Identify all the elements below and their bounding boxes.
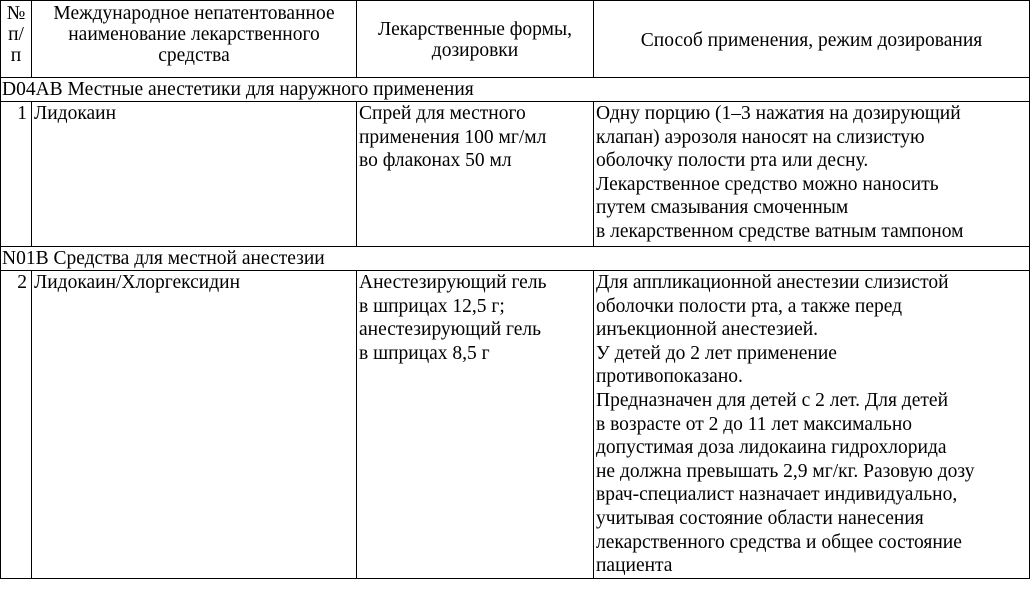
form-line: применения 100 мг/мл — [359, 126, 547, 148]
use-line: противопоказано. — [596, 366, 743, 388]
row-form — [357, 271, 594, 579]
row-num: 1 — [1, 102, 32, 247]
use-line: клапан) аэрозоля наносят на слизистую — [596, 126, 925, 148]
use-line: Для аппликационной анестезии слизистой — [596, 272, 949, 293]
use-line: Лекарственное средство можно наносить — [596, 173, 939, 195]
use-line: пациента — [596, 555, 673, 577]
header-name: Международное непатентованное наименование лекарственного средства — [32, 1, 357, 78]
row-name: Лидокаин/Хлоргексидин — [32, 271, 357, 579]
row-use — [594, 271, 1030, 579]
form-line: Спрей для местного — [359, 103, 526, 124]
header-form: Лекарственные формы, дозировки — [357, 1, 594, 78]
group-row-n01b — [1, 247, 1030, 271]
row-use — [594, 102, 1030, 247]
use-line: оболочки полости рта, а также перед — [596, 295, 903, 317]
use-line: допустимая доза лидокаина гидрохлорида — [596, 437, 947, 459]
form-line: Анестезирующий гель — [359, 272, 547, 293]
header-num: № п/п — [1, 1, 32, 78]
row-form — [357, 102, 594, 247]
use-line: лекарственного средства и общее состояние — [596, 531, 962, 553]
use-line: не должна превышать 2,9 мг/кг. Разовую дозу — [596, 460, 975, 482]
group-title: D04AB Местные анестетики для наружного применения — [1, 78, 1030, 102]
use-line: врач-специалист назначает индивидуально, — [596, 484, 958, 506]
form-line: во флаконах 50 мл — [359, 150, 512, 172]
group-row-d04ab — [1, 78, 1030, 102]
row-name: Лидокаин — [32, 102, 357, 247]
table-row — [1, 102, 1030, 247]
use-line: У детей до 2 лет применение — [596, 342, 837, 364]
table-header-row — [1, 1, 1030, 78]
use-line: путем смазывания смоченным — [596, 197, 849, 219]
use-line: Предназначен для детей с 2 лет. Для детей — [596, 389, 948, 411]
form-line: в шприцах 12,5 г; — [359, 295, 505, 317]
group-title: N01B Средства для местной анестезии — [1, 247, 1030, 271]
use-line: в лекарственном средстве ватным тампоном — [596, 220, 964, 242]
row-num: 2 — [1, 271, 32, 579]
table-row — [1, 271, 1030, 579]
use-line: оболочку полости рта или десну. — [596, 150, 869, 172]
use-line: учитывая состояние области нанесения — [596, 507, 924, 529]
use-line: в возрасте от 2 до 11 лет максимально — [596, 413, 912, 435]
form-line: в шприцах 8,5 г — [359, 342, 490, 364]
use-line: инъекционной анестезией. — [596, 319, 819, 341]
use-line: Одну порцию (1–3 нажатия на дозирующий — [596, 103, 961, 124]
header-use: Способ применения, режим дозирования — [594, 1, 1030, 78]
form-line: анестезирующий гель — [359, 319, 542, 341]
